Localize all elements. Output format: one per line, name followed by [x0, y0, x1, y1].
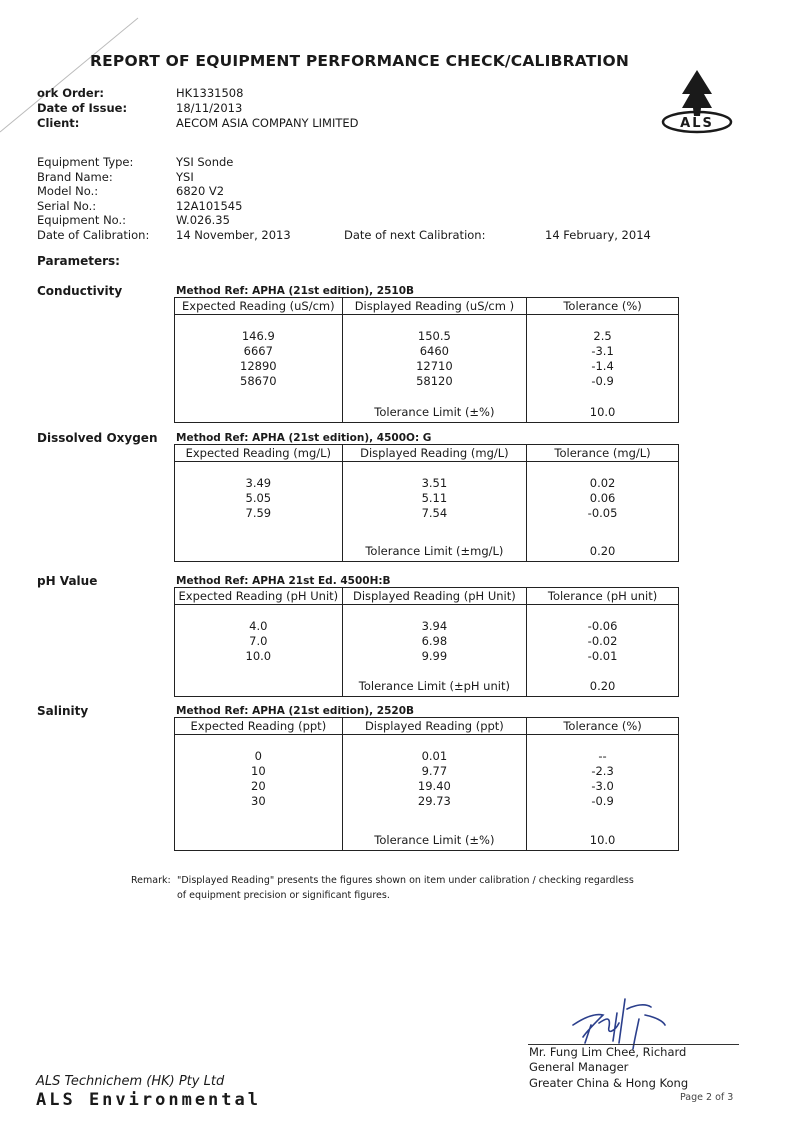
- header-value: AECOM ASIA COMPANY LIMITED: [176, 116, 359, 130]
- tolerance-value: -0.9: [591, 374, 614, 388]
- expected-value: 7.59: [245, 506, 272, 520]
- table-header-row: [175, 718, 679, 735]
- parameters-label: Parameters:: [37, 254, 120, 268]
- column-header: Tolerance (mg/L): [527, 445, 679, 462]
- expected-value: 0: [254, 749, 262, 763]
- displayed-value: 150.5: [417, 329, 451, 343]
- method-reference: Method Ref: APHA (21st edition), 4500O: G: [176, 432, 432, 444]
- tolerance-value: -0.02: [587, 634, 618, 648]
- expected-value: 5.05: [245, 491, 272, 505]
- equipment-value: 12A101545: [176, 198, 243, 213]
- section-title-ph-value: pH Value: [37, 574, 98, 588]
- als-logo: [660, 68, 734, 134]
- tolerance-value: -3.1: [591, 344, 614, 358]
- tolerance-limit-value: 0.20: [589, 679, 616, 693]
- tolerance-limit-value: 0.20: [589, 544, 616, 558]
- table-values-row: [175, 462, 679, 562]
- expected-value: 7.0: [249, 634, 268, 648]
- displayed-value: 19.40: [417, 779, 451, 793]
- displayed-value: 9.77: [421, 764, 448, 778]
- displayed-value: 6460: [419, 344, 450, 358]
- column-header: Expected Reading (uS/cm): [175, 298, 343, 315]
- displayed-values-cell: [342, 605, 526, 697]
- tolerance-value: 2.5: [593, 329, 612, 343]
- column-header: Tolerance (%): [527, 718, 679, 735]
- tolerance-value: 0.06: [589, 491, 616, 505]
- method-reference: Method Ref: APHA (21st edition), 2520B: [176, 705, 415, 717]
- column-header: Expected Reading (ppt): [175, 718, 343, 735]
- tolerance-value: -0.06: [587, 619, 618, 633]
- equipment-value: YSI Sonde: [176, 155, 234, 169]
- tolerance-limit-label: Tolerance Limit (±pH unit): [358, 679, 510, 693]
- tolerance-limit-value: 10.0: [589, 833, 616, 847]
- displayed-value: 9.99: [421, 649, 448, 663]
- page-number: Page 2 of 3: [680, 1092, 734, 1103]
- method-reference: Method Ref: APHA (21st edition), 2510B: [176, 285, 415, 297]
- expected-value: 30: [251, 794, 266, 808]
- calibration-table: [174, 717, 679, 851]
- expected-value: 6667: [243, 344, 273, 358]
- column-header: Tolerance (%): [527, 298, 679, 315]
- equipment-label: Serial No.:: [37, 198, 97, 213]
- table-values-row: [175, 605, 679, 697]
- next-calibration-label: Date of next Calibration:: [344, 228, 486, 242]
- column-header: Displayed Reading (mg/L): [342, 445, 526, 462]
- equipment-label: Model No.:: [37, 184, 99, 199]
- displayed-value: 58120: [416, 374, 453, 388]
- tolerance-limit-value: 10.0: [589, 405, 616, 419]
- tolerance-values-cell: [527, 462, 679, 562]
- calibration-table: [174, 587, 679, 697]
- equipment-label: Brand Name:: [37, 169, 113, 184]
- next-calibration-value: 14 February, 2014: [545, 228, 651, 242]
- tolerance-limit-label: Tolerance Limit (±mg/L): [365, 544, 504, 558]
- expected-value: 12890: [240, 359, 277, 373]
- header-value: 18/11/2013: [176, 101, 243, 115]
- column-header: Tolerance (pH unit): [527, 588, 679, 605]
- table-values-row: [175, 315, 679, 423]
- header-label: ork Order:: [37, 86, 104, 100]
- column-header: Expected Reading (pH Unit): [175, 588, 343, 605]
- expected-values-cell: [175, 605, 343, 697]
- logo-text: ALS: [680, 116, 714, 131]
- expected-values-cell: [175, 735, 343, 851]
- tolerance-limit-label: Tolerance Limit (±%): [374, 405, 495, 419]
- equipment-label: Date of Calibration:: [37, 228, 150, 242]
- expected-value: 4.0: [249, 619, 268, 633]
- column-header: Expected Reading (mg/L): [175, 445, 343, 462]
- section-title-dissolved-oxygen: Dissolved Oxygen: [37, 431, 158, 445]
- tolerance-values-cell: [527, 315, 679, 423]
- displayed-value: 7.54: [421, 506, 448, 520]
- tolerance-value: -1.4: [591, 359, 614, 373]
- equipment-label: Equipment No.:: [37, 213, 127, 228]
- tolerance-value: -0.9: [591, 794, 614, 808]
- displayed-value: 3.51: [421, 476, 448, 490]
- calibration-table: [174, 444, 679, 562]
- displayed-values-cell: [342, 462, 526, 562]
- footer-brand: ALS Environmental: [36, 1090, 261, 1110]
- table-header-row: [175, 445, 679, 462]
- table-header-row: [175, 298, 679, 315]
- displayed-value: 6.98: [421, 634, 448, 648]
- equipment-value: YSI: [176, 169, 194, 184]
- tolerance-value: --: [598, 749, 607, 763]
- tolerance-value: -2.3: [591, 764, 614, 778]
- expected-value: 10: [251, 764, 266, 778]
- equipment-value: 6820 V2: [176, 184, 225, 199]
- signatory-region: Greater China & Hong Kong: [529, 1076, 689, 1090]
- footer-company: ALS Technichem (HK) Pty Ltd: [36, 1074, 225, 1089]
- displayed-values-cell: [342, 315, 526, 423]
- equipment-value: W.026.35: [176, 213, 230, 228]
- header-label: Date of Issue:: [37, 101, 128, 115]
- method-reference: Method Ref: APHA 21st Ed. 4500H:B: [176, 575, 391, 587]
- header-label: Client:: [37, 116, 80, 130]
- tolerance-values-cell: [527, 605, 679, 697]
- tolerance-value: -0.01: [587, 649, 618, 663]
- expected-value: 146.9: [241, 329, 275, 343]
- column-header: Displayed Reading (ppt): [342, 718, 526, 735]
- displayed-value: 12710: [416, 359, 453, 373]
- expected-value: 58670: [240, 374, 277, 388]
- expected-values-cell: [175, 315, 343, 423]
- equipment-value: 14 November, 2013: [176, 228, 291, 242]
- table-values-row: [175, 735, 679, 851]
- table-header-row: [175, 588, 679, 605]
- header-value: HK1331508: [176, 86, 244, 100]
- equipment-label: Equipment Type:: [37, 155, 134, 169]
- signatory-title: General Manager: [529, 1060, 629, 1074]
- column-header: Displayed Reading (uS/cm ): [342, 298, 526, 315]
- remark-text-line1: "Displayed Reading" presents the figures shown on item under calibration / checking regardless: [177, 875, 634, 886]
- displayed-value: 29.73: [417, 794, 451, 808]
- displayed-values-cell: [342, 735, 526, 851]
- expected-value: 10.0: [245, 649, 272, 663]
- expected-value: 3.49: [245, 476, 272, 490]
- remark-text-line2: of equipment precision or significant figures.: [177, 890, 390, 901]
- tolerance-values-cell: [527, 735, 679, 851]
- tolerance-limit-label: Tolerance Limit (±%): [374, 833, 495, 847]
- displayed-value: 3.94: [421, 619, 448, 633]
- tolerance-value: -0.05: [587, 506, 618, 520]
- tolerance-value: -3.0: [591, 779, 614, 793]
- tolerance-value: 0.02: [589, 476, 616, 490]
- calibration-table: [174, 297, 679, 423]
- displayed-value: 5.11: [421, 491, 448, 505]
- displayed-value: 0.01: [421, 749, 448, 763]
- expected-value: 20: [251, 779, 266, 793]
- remark-label: Remark:: [131, 875, 171, 886]
- section-title-conductivity: Conductivity: [37, 284, 123, 298]
- expected-values-cell: [175, 462, 343, 562]
- signatory-name: Mr. Fung Lim Chee, Richard: [529, 1045, 687, 1059]
- report-title: REPORT OF EQUIPMENT PERFORMANCE CHECK/CALIBRATION: [90, 52, 630, 70]
- section-title-salinity: Salinity: [37, 704, 89, 718]
- column-header: Displayed Reading (pH Unit): [342, 588, 526, 605]
